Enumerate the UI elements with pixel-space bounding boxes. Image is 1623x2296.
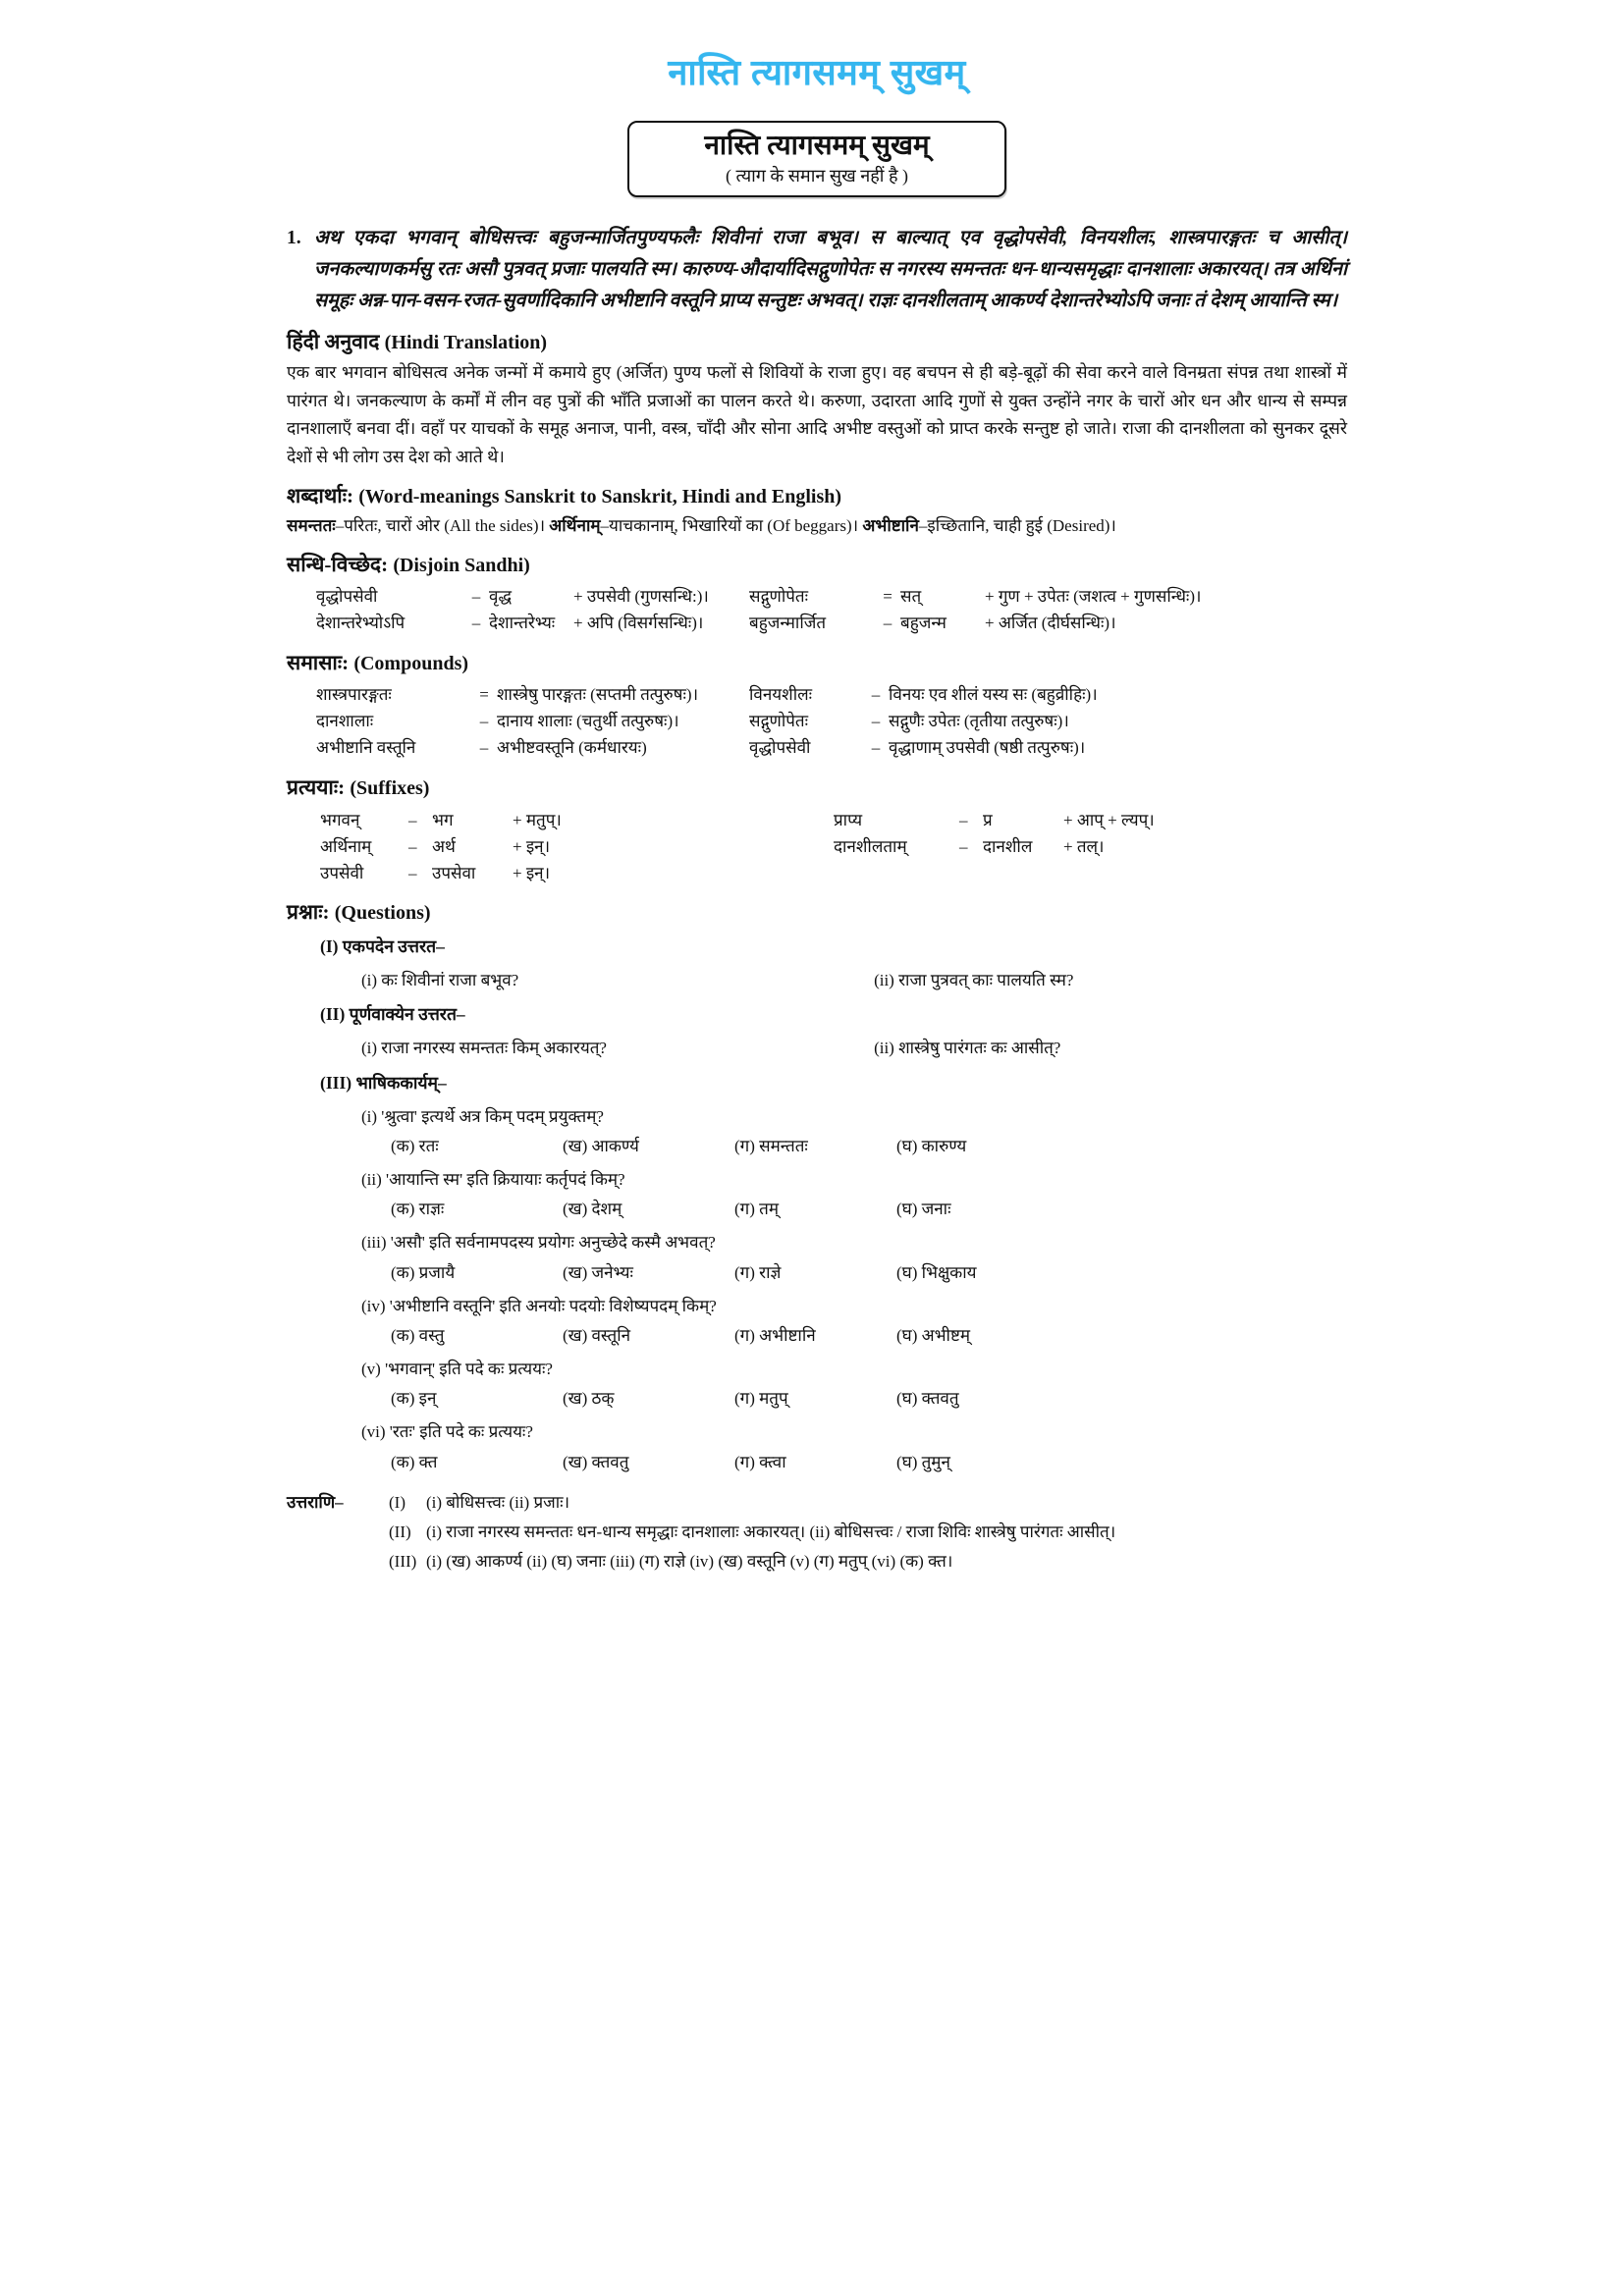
question-item: (ii) शास्त्रेषु पारंगतः कः आसीत्? — [874, 1039, 1061, 1058]
compound-word: दानशालाः — [316, 711, 374, 730]
compound-row — [316, 735, 1347, 762]
answer-text: (i) (ख) आकर्ण्य (ii) (घ) जनाः (iii) (ग) राज्ञे (iv) (ख) वस्तूनि (v) (ग) मतुप् (vi) (क) क्त। — [426, 1552, 953, 1572]
question-group-label: (I) एकपदेन उत्तरत– — [320, 936, 445, 957]
heading-en-text: (Hindi Translation) — [384, 332, 548, 354]
suffix-base: प्र — [983, 810, 993, 829]
section-heading-questions: प्रश्नाः: (Questions) — [287, 900, 431, 925]
suffix-word: दानशीलताम् — [834, 836, 907, 856]
mcq-option[interactable]: (ख) आकर्ण्य — [563, 1136, 639, 1155]
question-group-label: (II) पूर्णवाक्येन उत्तरत– — [320, 1004, 465, 1025]
mcq-option[interactable]: (ग) तम् — [734, 1200, 779, 1219]
suffix-row — [320, 833, 1347, 860]
mcq-item — [320, 1418, 1347, 1474]
sandhi-rows — [316, 584, 1347, 637]
heading-hi-text: सन्धि-विच्छेद — [287, 553, 382, 577]
sandhi-entry — [316, 611, 749, 637]
heading-hi-text: प्रश्नाः — [287, 900, 323, 925]
compound-row — [316, 682, 1347, 709]
suffix-word: भगवन् — [320, 810, 360, 829]
lesson-title-box — [627, 121, 1006, 197]
heading-en-text: (Questions) — [334, 902, 431, 925]
mcq-option[interactable]: (ग) मतुप् — [734, 1389, 788, 1409]
suffix-entry — [320, 860, 834, 886]
answer-roman: (II) — [389, 1522, 411, 1542]
mcq-option[interactable]: (क) राज्ञः — [391, 1200, 445, 1219]
compound-expansion: वृद्धाणाम् उपसेवी (षष्ठी तत्पुरुषः)। — [889, 737, 1086, 757]
suffix-entry — [834, 807, 1347, 833]
lesson-title-hindi-gloss: ( त्याग के समान सुख नहीं है ) — [725, 166, 908, 186]
word-meaning-gloss: –परितः, चारों ओर (All the sides)। — [335, 516, 546, 536]
mcq-question: (i) 'श्रुत्वा' इत्यर्थे अत्र किम् पदम् प्रयुक्तम्? — [361, 1106, 604, 1126]
mcq-option[interactable]: (ख) देशम् — [563, 1200, 622, 1219]
compound-equals: – — [871, 685, 881, 705]
passage-number: 1. — [287, 228, 301, 249]
compound-row — [316, 709, 1347, 735]
section-heading-hindi-translation — [287, 328, 1347, 355]
answer-roman: (I) — [389, 1492, 406, 1512]
sandhi-row — [316, 584, 1347, 611]
mcq-options — [391, 1196, 1347, 1222]
section-heading-word-meanings: शब्दार्थाः: (Word-meanings Sanskrit to Sanskrit, Hindi and English) — [287, 484, 842, 508]
heading-hi-text: शब्दार्थाः — [287, 484, 347, 508]
mcq-option[interactable]: (क) क्त — [391, 1452, 438, 1471]
suffix-affix: + तल्। — [1063, 836, 1105, 856]
mcq-option[interactable]: (ग) राज्ञे — [734, 1262, 782, 1282]
hindi-translation-text: एक बार भगवान बोधिसत्व अनेक जन्मों में कमाये हुए (अर्जित) पुण्य फलों से शिवियों के राजा हुए। वह बचपन से ही बड़े-बूढ़ों की सेवा करने वाले विनम्रता संपन्न तथा शास्त्रों में पारंगत थे। जनकल्याण के कर्मों में लीन वह पुत्रों की भाँति प्रजाओं का पालन करते थे। करुणा, उदारता आदि गुणों से युक्त उन्होंने नगर के चारों ओर धन और धान्य से सम्पन्न दानशालाएँ बनवा दीं। वहाँ पर याचकों के समूह अनाज, पानी, वस्त्र, चाँदी और सोना आदि अभीष्ट वस्तुओं को प्राप्त करके सन्तुष्ट हो जाते। राजा की दानशीलता को सुनकर दूसरे देशों से भी लोग उस देश को आते थे। — [287, 362, 1347, 466]
lesson-title-sanskrit: नास्ति त्यागसमम् सुखम् — [704, 131, 930, 161]
word-meanings-list — [287, 512, 1347, 539]
question-item: (i) राजा नगरस्य समन्ततः किम् अकारयत्? — [361, 1039, 607, 1058]
answers-body — [389, 1489, 1347, 1578]
heading-en-text: (Suffixes) — [350, 776, 430, 799]
sandhi-rest: + गुण + उपेतः (जशत्व + गुणसन्धिः)। — [985, 587, 1202, 607]
question-group-3 — [320, 1069, 1347, 1475]
mcq-option[interactable]: (क) रतः — [391, 1136, 439, 1155]
question-group-1 — [320, 933, 1347, 993]
answer-roman: (III) — [389, 1552, 417, 1572]
mcq-option[interactable]: (क) प्रजायै — [391, 1262, 456, 1282]
compound-word: शास्त्रपारङ्गतः — [316, 685, 392, 705]
answer-line — [389, 1548, 1347, 1575]
answer-text: (i) बोधिसत्त्वः (ii) प्रजाः। — [426, 1492, 570, 1512]
mcq-item — [320, 1103, 1347, 1159]
mcq-item — [320, 1293, 1347, 1349]
compound-word: विनयशीलः — [749, 685, 813, 705]
mcq-options — [391, 1133, 1347, 1159]
mcq-option[interactable]: (ख) वस्तूनि — [563, 1325, 631, 1345]
mcq-question: (ii) 'आयान्ति स्म' इति क्रियायाः कर्तृपदं किम्? — [361, 1169, 625, 1189]
answers-label: उत्तराणि– — [287, 1492, 344, 1512]
compound-word: अभीष्टानि वस्तूनि — [316, 737, 416, 757]
heading-en-text: (Disjoin Sandhi) — [393, 555, 530, 577]
mcq-question: (vi) 'रतः' इति पदे कः प्रत्ययः? — [361, 1422, 533, 1442]
question-pair — [361, 1035, 1347, 1061]
question-item: (ii) राजा पुत्रवत् काः पालयति स्म? — [874, 971, 1074, 990]
mcq-option[interactable]: (घ) भिक्षुकाय — [896, 1262, 977, 1282]
suffix-affix: + इन्। — [513, 836, 551, 856]
compound-equals: = — [479, 685, 489, 705]
question-pair — [361, 967, 1347, 993]
compound-entry — [316, 709, 749, 735]
mcq-question: (iv) 'अभीष्टानि वस्तूनि' इति अनयोः पदयोः विशेष्यपदम् किम्? — [361, 1296, 717, 1315]
compound-word: वृद्धोपसेवी — [749, 737, 811, 757]
mcq-options — [391, 1322, 1347, 1349]
sandhi-entry — [749, 611, 1347, 637]
compound-rows — [316, 682, 1347, 762]
sandhi-rest: + उपसेवी (गुणसन्धि:)। — [573, 587, 709, 607]
mcq-option[interactable]: (घ) तुमुन् — [896, 1452, 950, 1471]
section-heading-compounds: समासाः: (Compounds) — [287, 651, 469, 675]
mcq-options — [391, 1385, 1347, 1412]
page-title: नास्ति त्यागसमम् सुखम् — [668, 52, 966, 92]
sandhi-row — [316, 611, 1347, 637]
suffix-dash: – — [959, 810, 968, 829]
compound-equals: – — [871, 711, 881, 730]
compound-expansion: दानाय शालाः (चतुर्थी तत्पुरुषः)। — [497, 711, 679, 730]
suffix-affix: + मतुप्। — [513, 810, 562, 829]
compound-expansion: अभीष्टवस्तूनि (कर्मधारयः) — [497, 737, 647, 757]
suffix-entry — [834, 860, 1347, 886]
sandhi-equals: – — [883, 614, 893, 633]
mcq-options — [391, 1259, 1347, 1286]
sandhi-equals: – — [471, 614, 481, 633]
suffix-rows — [320, 807, 1347, 887]
suffix-word: अर्थिनाम् — [320, 836, 372, 856]
sandhi-part1: सत् — [900, 587, 922, 607]
mcq-option[interactable]: (ग) क्त्वा — [734, 1452, 786, 1471]
answer-text: (i) राजा नगरस्य समन्ततः धन-धान्य समृद्धाः दानशालाः अकारयत्। (ii) बोधिसत्त्वः / राजा शिविः शास्त्रेषु पारंगतः आसीत्। — [426, 1522, 1116, 1542]
suffix-row — [320, 807, 1347, 833]
section-heading-sandhi: सन्धि-विच्छेद: (Disjoin Sandhi) — [287, 553, 530, 577]
word-meaning-term: अर्थिनाम् — [549, 516, 601, 536]
answers-section — [287, 1489, 1347, 1578]
answer-line — [389, 1519, 1347, 1545]
suffix-affix: + इन्। — [513, 864, 551, 883]
sandhi-part1: बहुजन्म — [900, 614, 947, 633]
sandhi-word: देशान्तरेभ्योऽपि — [316, 614, 406, 633]
suffix-base: दानशील — [983, 836, 1033, 856]
mcq-question: (v) 'भगवान्' इति पदे कः प्रत्ययः? — [361, 1360, 553, 1379]
mcq-option[interactable]: (क) इन् — [391, 1389, 437, 1409]
suffix-affix: + आप् + ल्यप्। — [1063, 810, 1155, 829]
compound-expansion: सद्गुणैः उपेतः (तृतीया तत्पुरुषः)। — [889, 711, 1069, 730]
compound-entry — [749, 735, 1347, 762]
heading-hi-text: प्रत्ययाः — [287, 774, 339, 799]
suffix-base: उपसेवा — [432, 864, 476, 883]
suffix-word: प्राप्य — [834, 810, 863, 829]
section-heading-suffixes: प्रत्ययाः: (Suffixes) — [287, 774, 430, 799]
question-group-label: (III) भाषिककार्यम्– — [320, 1072, 447, 1093]
compound-entry — [749, 682, 1347, 709]
heading-en-text: (Compounds) — [353, 653, 469, 675]
compound-equals: – — [479, 737, 489, 757]
mcq-option[interactable]: (घ) कारुण्य — [896, 1136, 967, 1155]
mcq-item — [320, 1356, 1347, 1412]
compound-expansion: विनयः एव शीलं यस्य सः (बहुव्रीहिः)। — [889, 685, 1098, 705]
mcq-option[interactable]: (ख) ठक् — [563, 1389, 615, 1409]
sandhi-entry — [316, 584, 749, 611]
suffix-entry — [320, 833, 834, 860]
compound-equals: – — [479, 711, 489, 730]
sandhi-equals: – — [471, 587, 481, 607]
compound-entry — [749, 709, 1347, 735]
suffix-entry — [834, 833, 1347, 860]
mcq-item — [320, 1166, 1347, 1222]
heading-hi-text: समासाः — [287, 651, 343, 675]
suffix-dash: – — [408, 864, 417, 883]
suffix-base: भग — [432, 810, 454, 829]
sandhi-word: वृद्धोपसेवी — [316, 587, 378, 607]
sandhi-rest: + अपि (विसर्गसन्धिः)। — [573, 614, 704, 633]
mcq-option[interactable]: (घ) अभीष्टम् — [896, 1325, 971, 1345]
suffix-base: अर्थ — [432, 836, 456, 856]
question-item: (i) कः शिवीनां राजा बभूव? — [361, 971, 519, 990]
mcq-option[interactable]: (क) वस्तु — [391, 1325, 445, 1345]
suffix-word: उपसेवी — [320, 864, 364, 883]
answer-line — [389, 1489, 1347, 1516]
heading-en-text: (Word-meanings Sanskrit to Sanskrit, Hindi and English) — [358, 486, 842, 508]
page-content — [287, 0, 1347, 1577]
sandhi-equals: = — [883, 587, 893, 607]
heading-hi-text: हिंदी अनुवाद — [287, 330, 380, 354]
mcq-options — [391, 1449, 1347, 1475]
question-group-2 — [320, 1000, 1347, 1061]
word-meaning-gloss: –इच्छितानि, चाही हुई (Desired)। — [918, 516, 1116, 536]
compound-entry — [316, 682, 749, 709]
suffix-dash: – — [959, 836, 968, 856]
word-meaning-gloss: –याचकानाम्, भिखारियों का (Of beggars)। — [600, 516, 859, 536]
suffix-dash: – — [408, 810, 417, 829]
mcq-option[interactable]: (घ) जनाः — [896, 1200, 951, 1219]
mcq-option[interactable]: (ख) क्तवतु — [563, 1452, 629, 1471]
word-meaning-term: अभीष्टानि — [862, 516, 919, 536]
sandhi-entry — [749, 584, 1347, 611]
mcq-option[interactable]: (ग) समन्ततः — [734, 1136, 808, 1155]
mcq-item — [320, 1229, 1347, 1285]
suffix-entry — [320, 807, 834, 833]
compound-expansion: शास्त्रेषु पारङ्गतः (सप्तमी तत्पुरुषः)। — [497, 685, 699, 705]
mcq-option[interactable]: (ख) जनेभ्यः — [563, 1262, 633, 1282]
sandhi-word: बहुजन्मार्जित — [749, 614, 827, 633]
sandhi-word: सद्गुणोपेतः — [749, 587, 809, 607]
sandhi-rest: + अर्जित (दीर्घसन्धिः)। — [985, 614, 1116, 633]
mcq-question: (iii) 'असौ' इति सर्वनामपदस्य प्रयोगः अनुच्छेदे कस्मै अभवत्? — [361, 1233, 716, 1253]
compound-entry — [316, 735, 749, 762]
mcq-option[interactable]: (घ) क्तवतु — [896, 1389, 959, 1409]
suffix-dash: – — [408, 836, 417, 856]
sanskrit-passage — [287, 223, 1347, 316]
sandhi-part1: वृद्ध — [489, 587, 513, 607]
answers-wrapper — [287, 1489, 1347, 1578]
mcq-option[interactable]: (ग) अभीष्टानि — [734, 1325, 816, 1345]
compound-equals: – — [871, 737, 881, 757]
title-box-container — [287, 121, 1347, 197]
suffix-row — [320, 860, 1347, 886]
compound-word: सद्गुणोपेतः — [749, 711, 809, 730]
sandhi-part1: देशान्तरेभ्यः — [489, 614, 556, 633]
passage-text: अथ एकदा भगवान् बोधिसत्त्वः बहुजन्मार्जितपुण्यफलैः शिवीनां राजा बभूव। स बाल्यात् एव वृद्धोपसेवी, विनयशीलः, शास्त्रपारङ्गतः च आसीत्। जनकल्याणकर्मसु रतः असौ पुत्रवत् प्रजाः पालयति स्म। कारुण्य-औदार्यादिसद्गुणोपेतः स नगरस्य समन्ततः धन-धान्यसमृद्धाः दानशालाः अकारयत्। तत्र अर्थिनां समूहः अन्न-पान-वसन-रजत-सुवर्णादिकानि अभीष्टानि वस्तूनि प्राप्य सन्तुष्टः अभवत्। राज्ञः दानशीलताम् आकर्ण्य देशान्तरेभ्योऽपि जनाः तं देशम् आयान्ति स्म। — [314, 228, 1347, 311]
word-meaning-term: समन्ततः — [287, 516, 336, 536]
